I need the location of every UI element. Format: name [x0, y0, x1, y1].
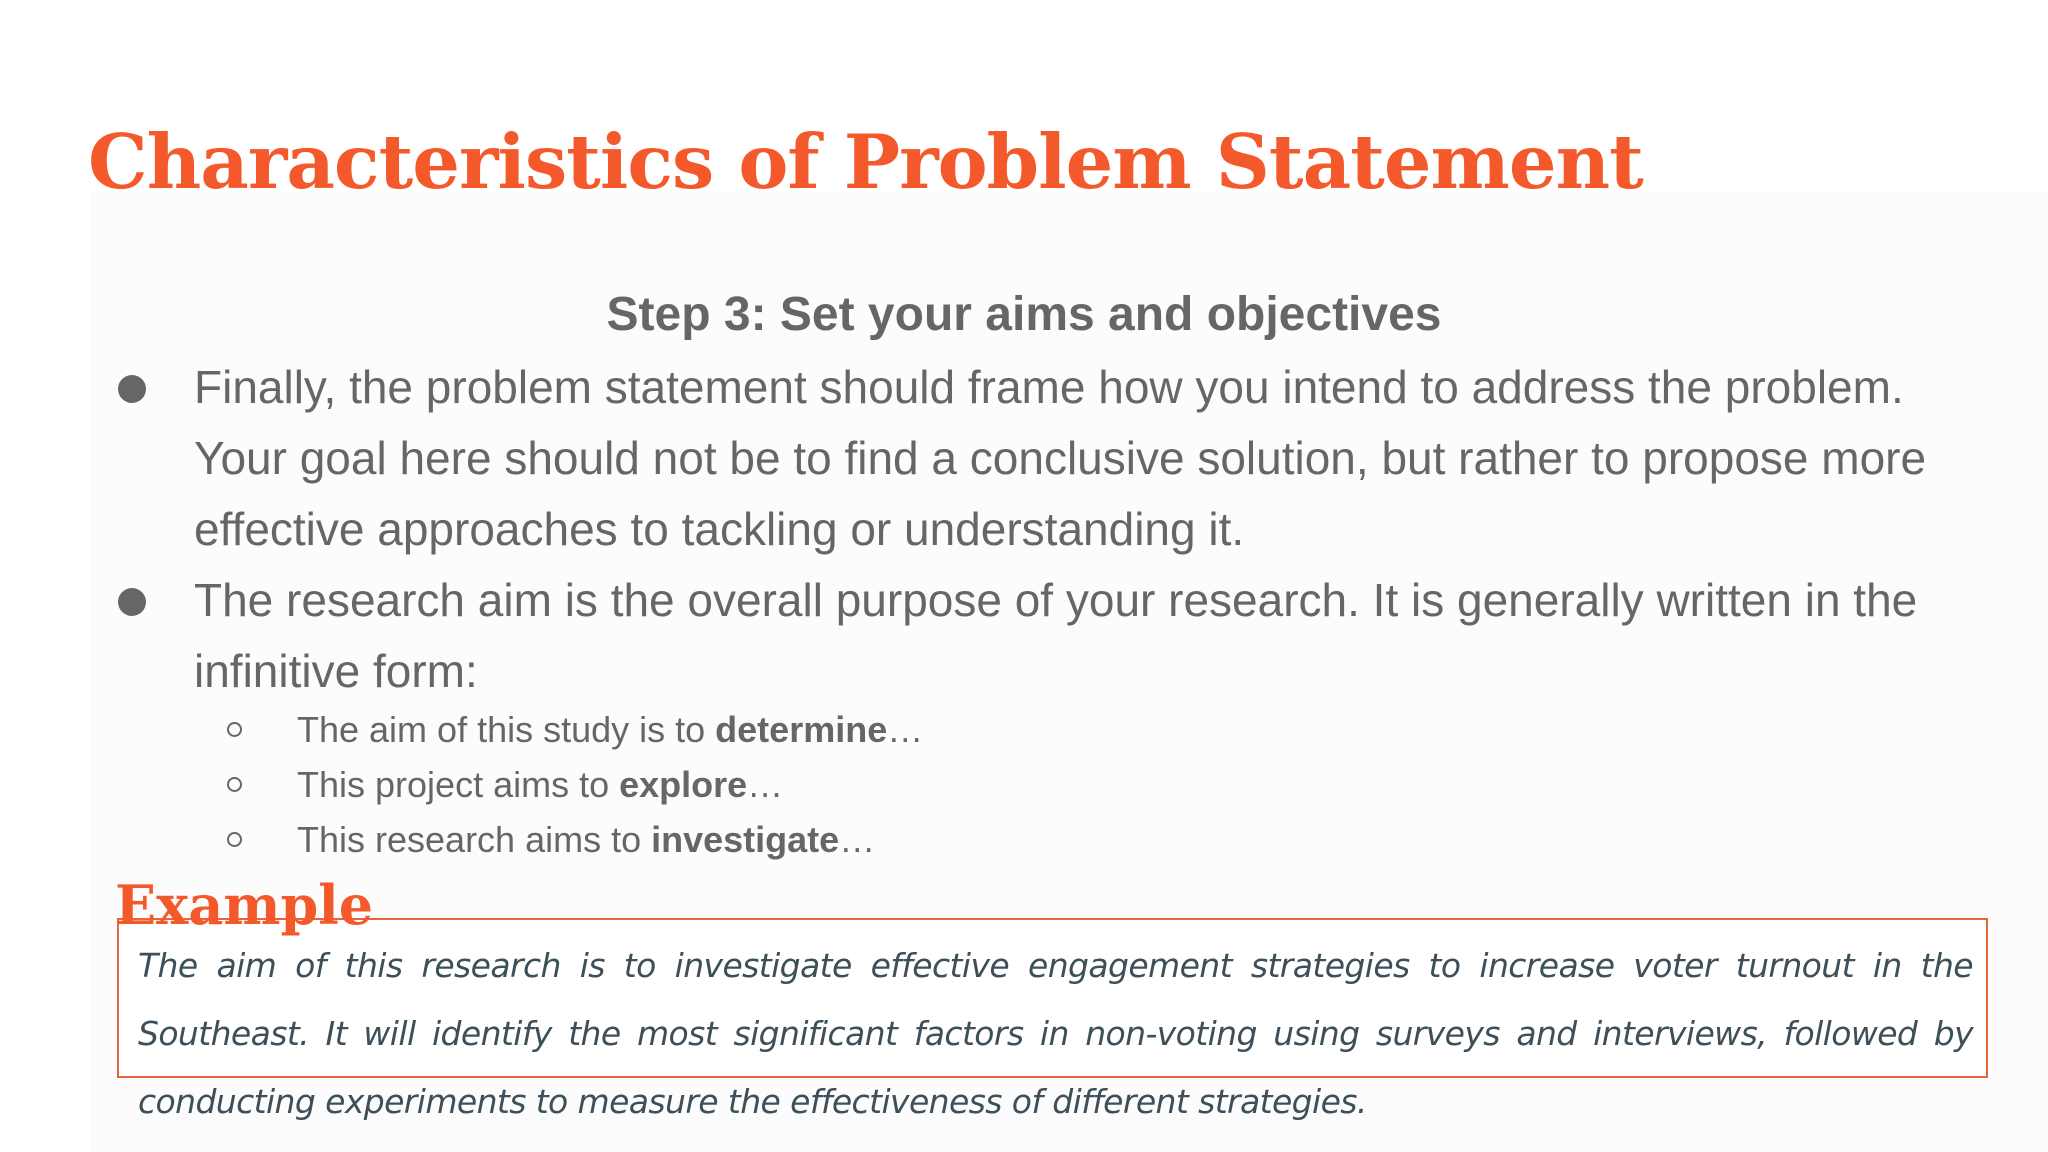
bullet-dot-icon — [118, 588, 146, 616]
sub-bullet-item — [225, 757, 1725, 812]
sub-bullet-keyword: determine — [715, 709, 888, 750]
sub-bullet-suffix: … — [747, 764, 784, 805]
bullet-dot-icon — [118, 375, 146, 403]
sub-bullet-keyword: explore — [619, 764, 748, 805]
sub-bullet-item — [225, 812, 1725, 867]
step-heading: Step 3: Set your aims and objectives — [606, 288, 1442, 341]
sub-bullet-prefix: This research aims to — [297, 819, 652, 860]
sub-bullet-list — [225, 702, 1725, 867]
bullet-text: Finally, the problem statement should frame how you intend to address the problem. Your goal here should not be to find a conclusive solution, but rather to propose more effective approaches to tackling or understanding it. — [194, 361, 1927, 555]
sub-bullet-suffix: … — [887, 709, 924, 750]
example-label: Example — [115, 873, 374, 937]
bullet-item — [110, 352, 1990, 565]
hollow-circle-icon — [227, 777, 242, 792]
hollow-circle-icon — [227, 722, 242, 737]
example-text: The aim of this research is to investigate effective engagement strategies to increase voter turnout in the Southeast. It will identify the most significant factors in non-voting using surveys and interviews, followed by conducting experiments to measure the effectiveness of different strategies. — [138, 946, 1973, 1121]
sub-bullet-prefix: The aim of this study is to — [297, 709, 716, 750]
sub-bullet-keyword: investigate — [651, 819, 840, 860]
bullet-list — [110, 352, 1990, 707]
sub-bullet-suffix: … — [839, 819, 876, 860]
bullet-text: The research aim is the overall purpose of your research. It is generally written in the infinitive form: — [194, 574, 1918, 697]
slide-title: Characteristics of Problem Statement — [88, 118, 1643, 206]
sub-bullet-item — [225, 702, 1725, 757]
sub-bullet-prefix: This project aims to — [297, 764, 620, 805]
bullet-item — [110, 565, 1990, 707]
hollow-circle-icon — [227, 832, 242, 847]
